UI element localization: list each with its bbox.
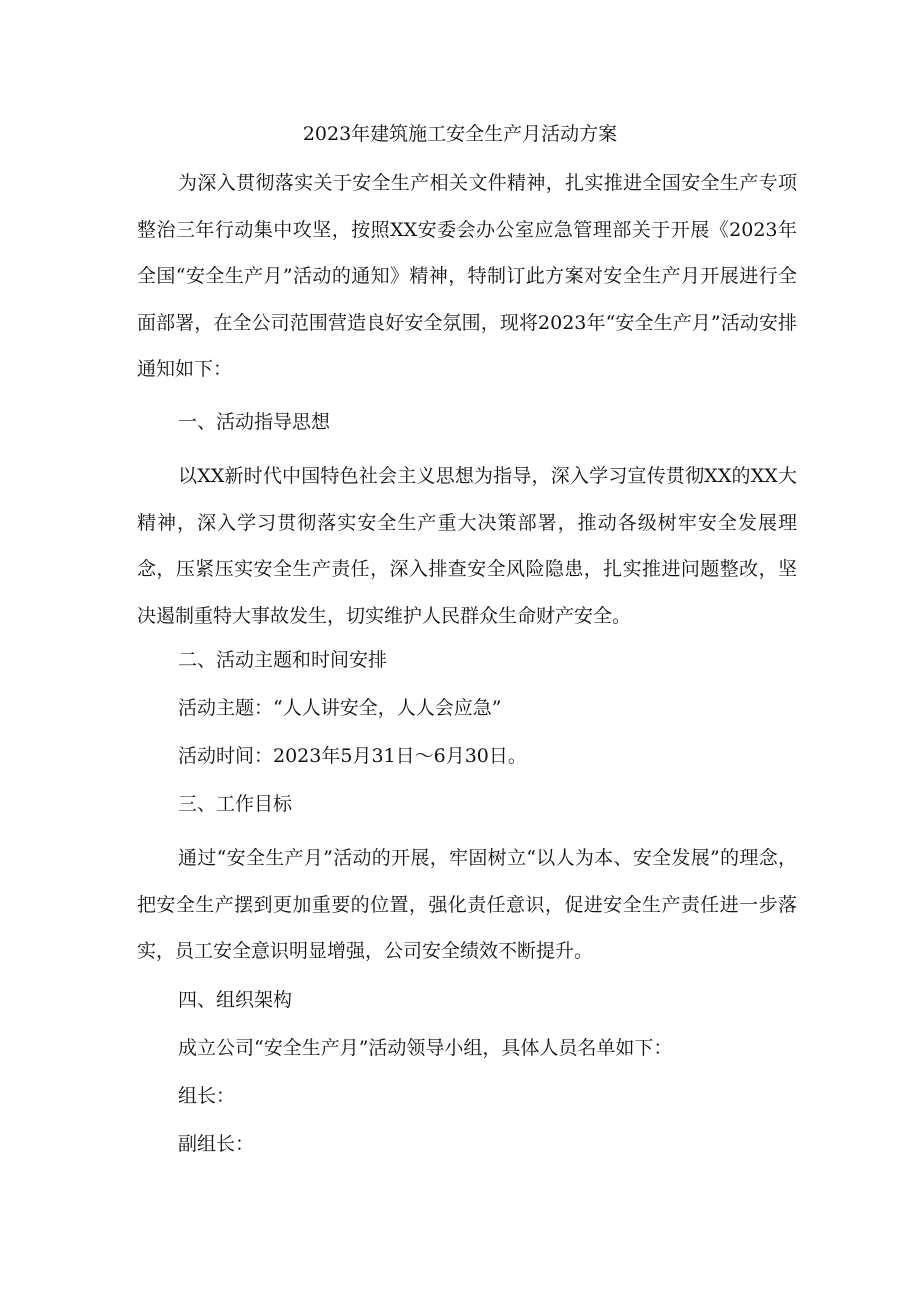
section1-paragraph: 以XX新时代中国特色社会主义思想为指导，深入学习宣传贯彻XX的XX大精神，深入学习贯彻落实安全生产重大决策部署，推动各级树牢安全发展理念，压紧压实安全生产责任，深入排查安全风险隐患，扎实推进问题整改，坚决遏制重特大事故发生，切实维护人民群众生命财产安全。: [137, 465, 797, 627]
section4-paragraph: 成立公司“安全生产月”活动领导小组，具体人员名单如下：: [178, 1037, 673, 1059]
activity-time-line: 活动时间：2023年5月31日～6月30日。: [178, 745, 527, 767]
section3-paragraph: 通过“安全生产月”活动的开展，牢固树立“以人为本、安全发展”的理念，把安全生产摆到更加重要的位置，强化责任意识，促进安全生产责任进一步落实，员工安全意识明显增强，公司安全绩效不断提升。: [137, 847, 797, 962]
intro-paragraph: 为深入贯彻落实关于安全生产相关文件精神，扎实推进全国安全生产专项整治三年行动集中攻坚，按照XX安委会办公室应急管理部关于开展《2023年全国“安全生产月”活动的通知》精神，特制订此方案对安全生产月开展进行全面部署，在全公司范围营造良好安全氛围，现将2023年“安全生产月”活动安排通知如下：: [137, 172, 797, 380]
section-heading-1: 一、活动指导思想: [178, 411, 331, 433]
section-heading-2: 二、活动主题和时间安排: [178, 649, 388, 671]
activity-theme-line: 活动主题：“人人讲安全，人人会应急”: [178, 697, 502, 719]
section-heading-4: 四、组织架构: [178, 989, 293, 1011]
section-heading-3: 三、工作目标: [178, 793, 293, 815]
leader-label: 组长：: [178, 1085, 236, 1107]
deputy-leader-label: 副组长：: [178, 1133, 255, 1155]
document-title: 2023年建筑施工安全生产月活动方案: [302, 123, 618, 145]
